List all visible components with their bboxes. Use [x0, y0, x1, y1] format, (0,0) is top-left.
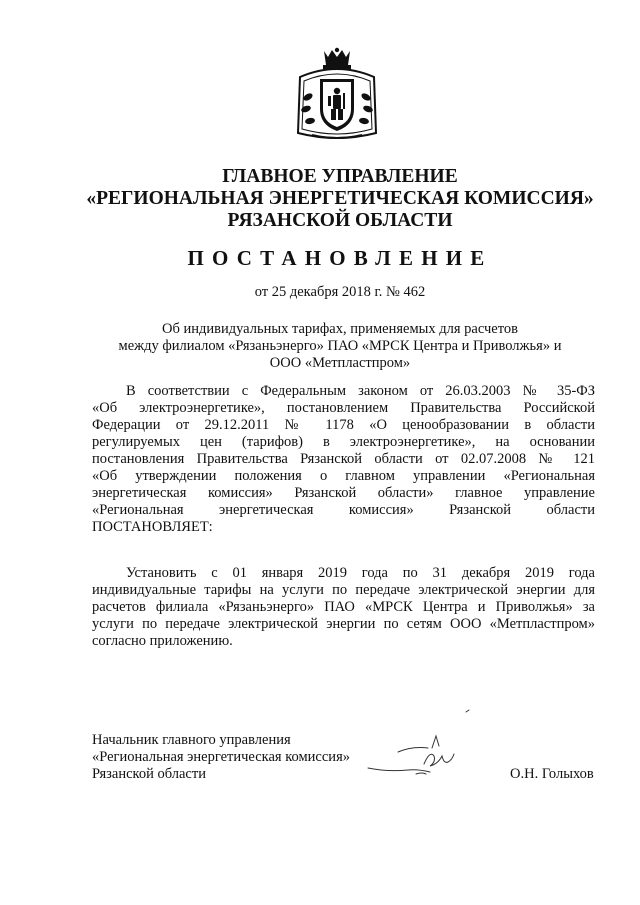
paragraph-line: регулируемых цен (тарифов) в электроэнергетике», на основании — [92, 434, 595, 450]
paragraph-line: «Об электроэнергетике», постановлением Правительства Российской — [92, 400, 595, 416]
paragraph-line: расчетов филиала «Рязаньэнерго» ПАО «МРСК Центра и Приволжья» за — [92, 599, 595, 615]
paragraph-line: «Региональная энергетическая комиссия» Рязанской области — [92, 502, 595, 518]
paragraph-line: индивидуальные тарифы на услуги по передаче электрической энергии для — [92, 582, 595, 598]
paragraph-line: энергетическая комиссия» Рязанской области» главное управление — [92, 485, 595, 501]
subject-line: Об индивидуальных тарифах, применяемых для расчетов — [161, 321, 518, 337]
document-subject — [60, 321, 620, 372]
paragraph-line: постановления Правительства Рязанской области от 02.07.2008 № 121 — [92, 451, 595, 467]
paragraph-line: Федерации от 29.12.2011 № 1178 «О ценообразовании в области — [92, 417, 595, 433]
subject-line: ООО «Метпластпром» — [269, 355, 411, 371]
paragraph-line: согласно приложению. — [92, 633, 233, 649]
document-type: ПОСТАНОВЛЕНИЕ — [187, 246, 493, 270]
coat-of-arms-icon — [290, 47, 384, 143]
document-date-number: от 25 декабря 2018 г. № 462 — [254, 284, 426, 300]
paragraph-line: услуги по передаче электрической энергии по сетям ООО «Метпластпром» — [92, 616, 595, 632]
org-title-line-2: «РЕГИОНАЛЬНАЯ ЭНЕРГЕТИЧЕСКАЯ КОМИССИЯ» — [86, 188, 594, 209]
signatory-title-line: «Региональная энергетическая комиссия» — [92, 749, 350, 765]
org-title-line-1: ГЛАВНОЕ УПРАВЛЕНИЕ — [222, 166, 458, 187]
paragraph-line: В соответствии с Федеральным законом от 26.03.2003 № 35-ФЗ — [126, 383, 595, 399]
signatory-title-line: Начальник главного управления — [92, 732, 291, 748]
org-title-line-3: РЯЗАНСКОЙ ОБЛАСТИ — [227, 210, 453, 231]
subject-line: между филиалом «Рязаньэнерго» ПАО «МРСК Центра и Приволжья» и — [118, 338, 562, 354]
signatory-name: О.Н. Голыхов — [510, 766, 594, 782]
paragraph-line: ПОСТАНОВЛЯЕТ: — [92, 519, 213, 535]
paragraph-line: «Об утверждении положения о главном управлении «Региональная — [92, 468, 595, 484]
signatory-title-line: Рязанской области — [92, 766, 206, 782]
handwritten-signature — [362, 708, 482, 780]
paragraph-line: Установить с 01 января 2019 года по 31 декабря 2019 года — [126, 565, 595, 581]
